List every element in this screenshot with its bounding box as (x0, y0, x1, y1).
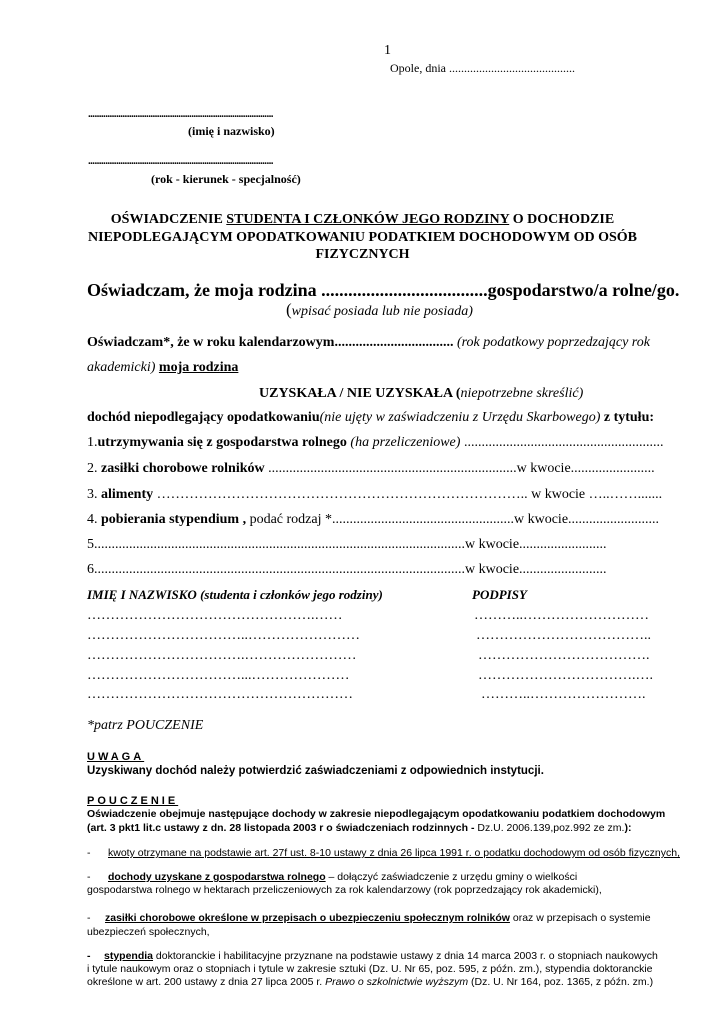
pouczenie-item-1: kwoty otrzymane na podstawie art. 27f ust. 8-10 ustawy z dnia 26 lipca 1991 r. o podatku dochodowym od osób fizycznych, (108, 847, 680, 859)
name-field-line: ...................................................................................... (88, 108, 273, 120)
pouczenie-item-4-cont: i tytule naukowym oraz o stopniach i tytule w zakresie sztuki (Dz. U. Nr 65, poz. 595, z późn. zm.), stypendia doktoranckie (87, 963, 653, 975)
member-name-line: ………………………………………….…… (87, 608, 343, 623)
pouczenie-heading: POUCZENIE (87, 795, 179, 807)
member-name-line: …………………………….…………………… (87, 648, 357, 663)
pouczenie-bullet: - (87, 912, 91, 924)
received-choice: UZYSKAŁA / NIE UZYSKAŁA (niepotrzebne skreślić) (259, 386, 584, 401)
income-intro: dochód niepodlegający opodatkowaniu(nie ujęty w zaświadczeniu z Urzędu Skarbowego) z tytułu: (87, 410, 655, 425)
title-underlined: STUDENTA I CZŁONKÓW JEGO RODZINY (226, 212, 510, 227)
see-instructions-note: *patrz POUCZENIE (87, 718, 204, 733)
member-name-line: ……………………………...………………… (87, 668, 350, 683)
income-item-2: 2. zasiłki chorobowe rolników .......................................................................w kwocie........................ (87, 461, 655, 476)
income-item-5: 5..........................................................................................................w kwocie......................... (87, 537, 607, 552)
income-item-4: 4. pobierania stypendium , podać rodzaj *....................................................w kwocie.......................... (87, 512, 660, 527)
farm-hint: (wpisać posiada lub nie posiada) (286, 300, 473, 319)
year-statement: Oświadczam*, że w roku kalendarzowym.................................. (rok podatkowy poprzedzający rok (87, 335, 650, 350)
title-line-1 (0, 212, 725, 228)
year-statement-cont: akademicki) moja rodzina (87, 360, 239, 375)
member-name-line: ………………………………………………… (87, 687, 353, 702)
place-date: Opole, dnia .......................................... (390, 61, 575, 75)
pouczenie-bullet: - (87, 950, 91, 962)
pouczenie-intro-2: (art. 3 pkt1 lit.c ustawy z dn. 28 listopada 2003 r o świadczeniach rodzinnych - Dz.U. 2006.139,poz.992 ze zm.): (87, 822, 632, 834)
page-number: 1 (384, 43, 391, 58)
pouczenie-bullet: - (87, 847, 91, 859)
title-line-2: NIEPODLEGAJĄCYM OPODATKOWANIU PODATKIEM DOCHODOWYM OD OSÓB (88, 230, 637, 245)
study-field-line: ...................................................................................... (88, 155, 273, 167)
member-name-line: ……………………………..…………………… (87, 628, 360, 643)
income-item-3: 3. alimenty …………………………………………………………………….. w kwocie …..……....... (87, 487, 663, 502)
title-line-3: FIZYCZNYCH (315, 247, 410, 262)
pouczenie-item-2-cont: gospodarstwa rolnego w hektarach przeliczeniowych za rok kalendarzowy (rok poprzedzający rok akademicki), (87, 884, 602, 896)
member-signature-line: ………..……………………. (481, 687, 646, 702)
pouczenie-item-4-cont-2: określone w art. 200 ustawy z dnia 27 lipca 2005 r. Prawo o szkolnictwie wyższym (Dz. U. Nr 164, poz. 1365, z późn. zm.) (87, 976, 654, 988)
income-item-1: 1.utrzymywania się z gospodarstwa rolnego (ha przeliczeniowe) ......................................................... (87, 435, 664, 450)
name-caption: (imię i nazwisko) (188, 124, 275, 138)
member-signature-line: …………………………….…. (478, 668, 653, 683)
member-signature-line: ……………………………….. (476, 628, 651, 643)
pouczenie-intro-1: Oświadczenie obejmuje następujące dochody w zakresie niepodlegającym opodatkowaniu podatkiem dochodowym (87, 808, 666, 820)
members-name-header: IMIĘ I NAZWISKO (studenta i członków jego rodziny) (87, 587, 383, 602)
pouczenie-item-4: stypendia doktoranckie i habilitacyjne przyznane na podstawie ustawy z dnia 14 marca 2003 r. o stopniach naukowych (104, 950, 658, 962)
pouczenie-item-3: zasiłki chorobowe określone w przepisach o ubezpieczeniu społecznym rolników oraz w przepisach o systemie (105, 912, 651, 924)
member-signature-line: ………………………………. (478, 648, 650, 663)
title-suffix: O DOCHODZIE (509, 212, 615, 227)
study-caption: (rok - kierunek - specjalność) (151, 172, 301, 186)
uwaga-text: Uzyskiwany dochód należy potwierdzić zaświadczeniami z odpowiednich instytucji. (87, 765, 544, 777)
pouczenie-item-2: dochody uzyskane z gospodarstwa rolnego – dołączyć zaświadczenie z urzędu gminy o wielkości (108, 871, 578, 883)
family-farm-statement: Oświadczam, że moja rodzina .....................................gospodarstwo/a rolne/go. (87, 280, 680, 300)
pouczenie-bullet: - (87, 871, 91, 883)
title-prefix: OŚWIADCZENIE (110, 212, 227, 227)
pouczenie-item-3-cont: ubezpieczeń społecznych, (87, 926, 210, 938)
members-signature-header: PODPISY (472, 587, 527, 602)
member-signature-line: ………..……………………… (474, 608, 649, 623)
income-item-6: 6..........................................................................................................w kwocie......................... (87, 562, 607, 577)
uwaga-heading: UWAGA (87, 751, 145, 763)
